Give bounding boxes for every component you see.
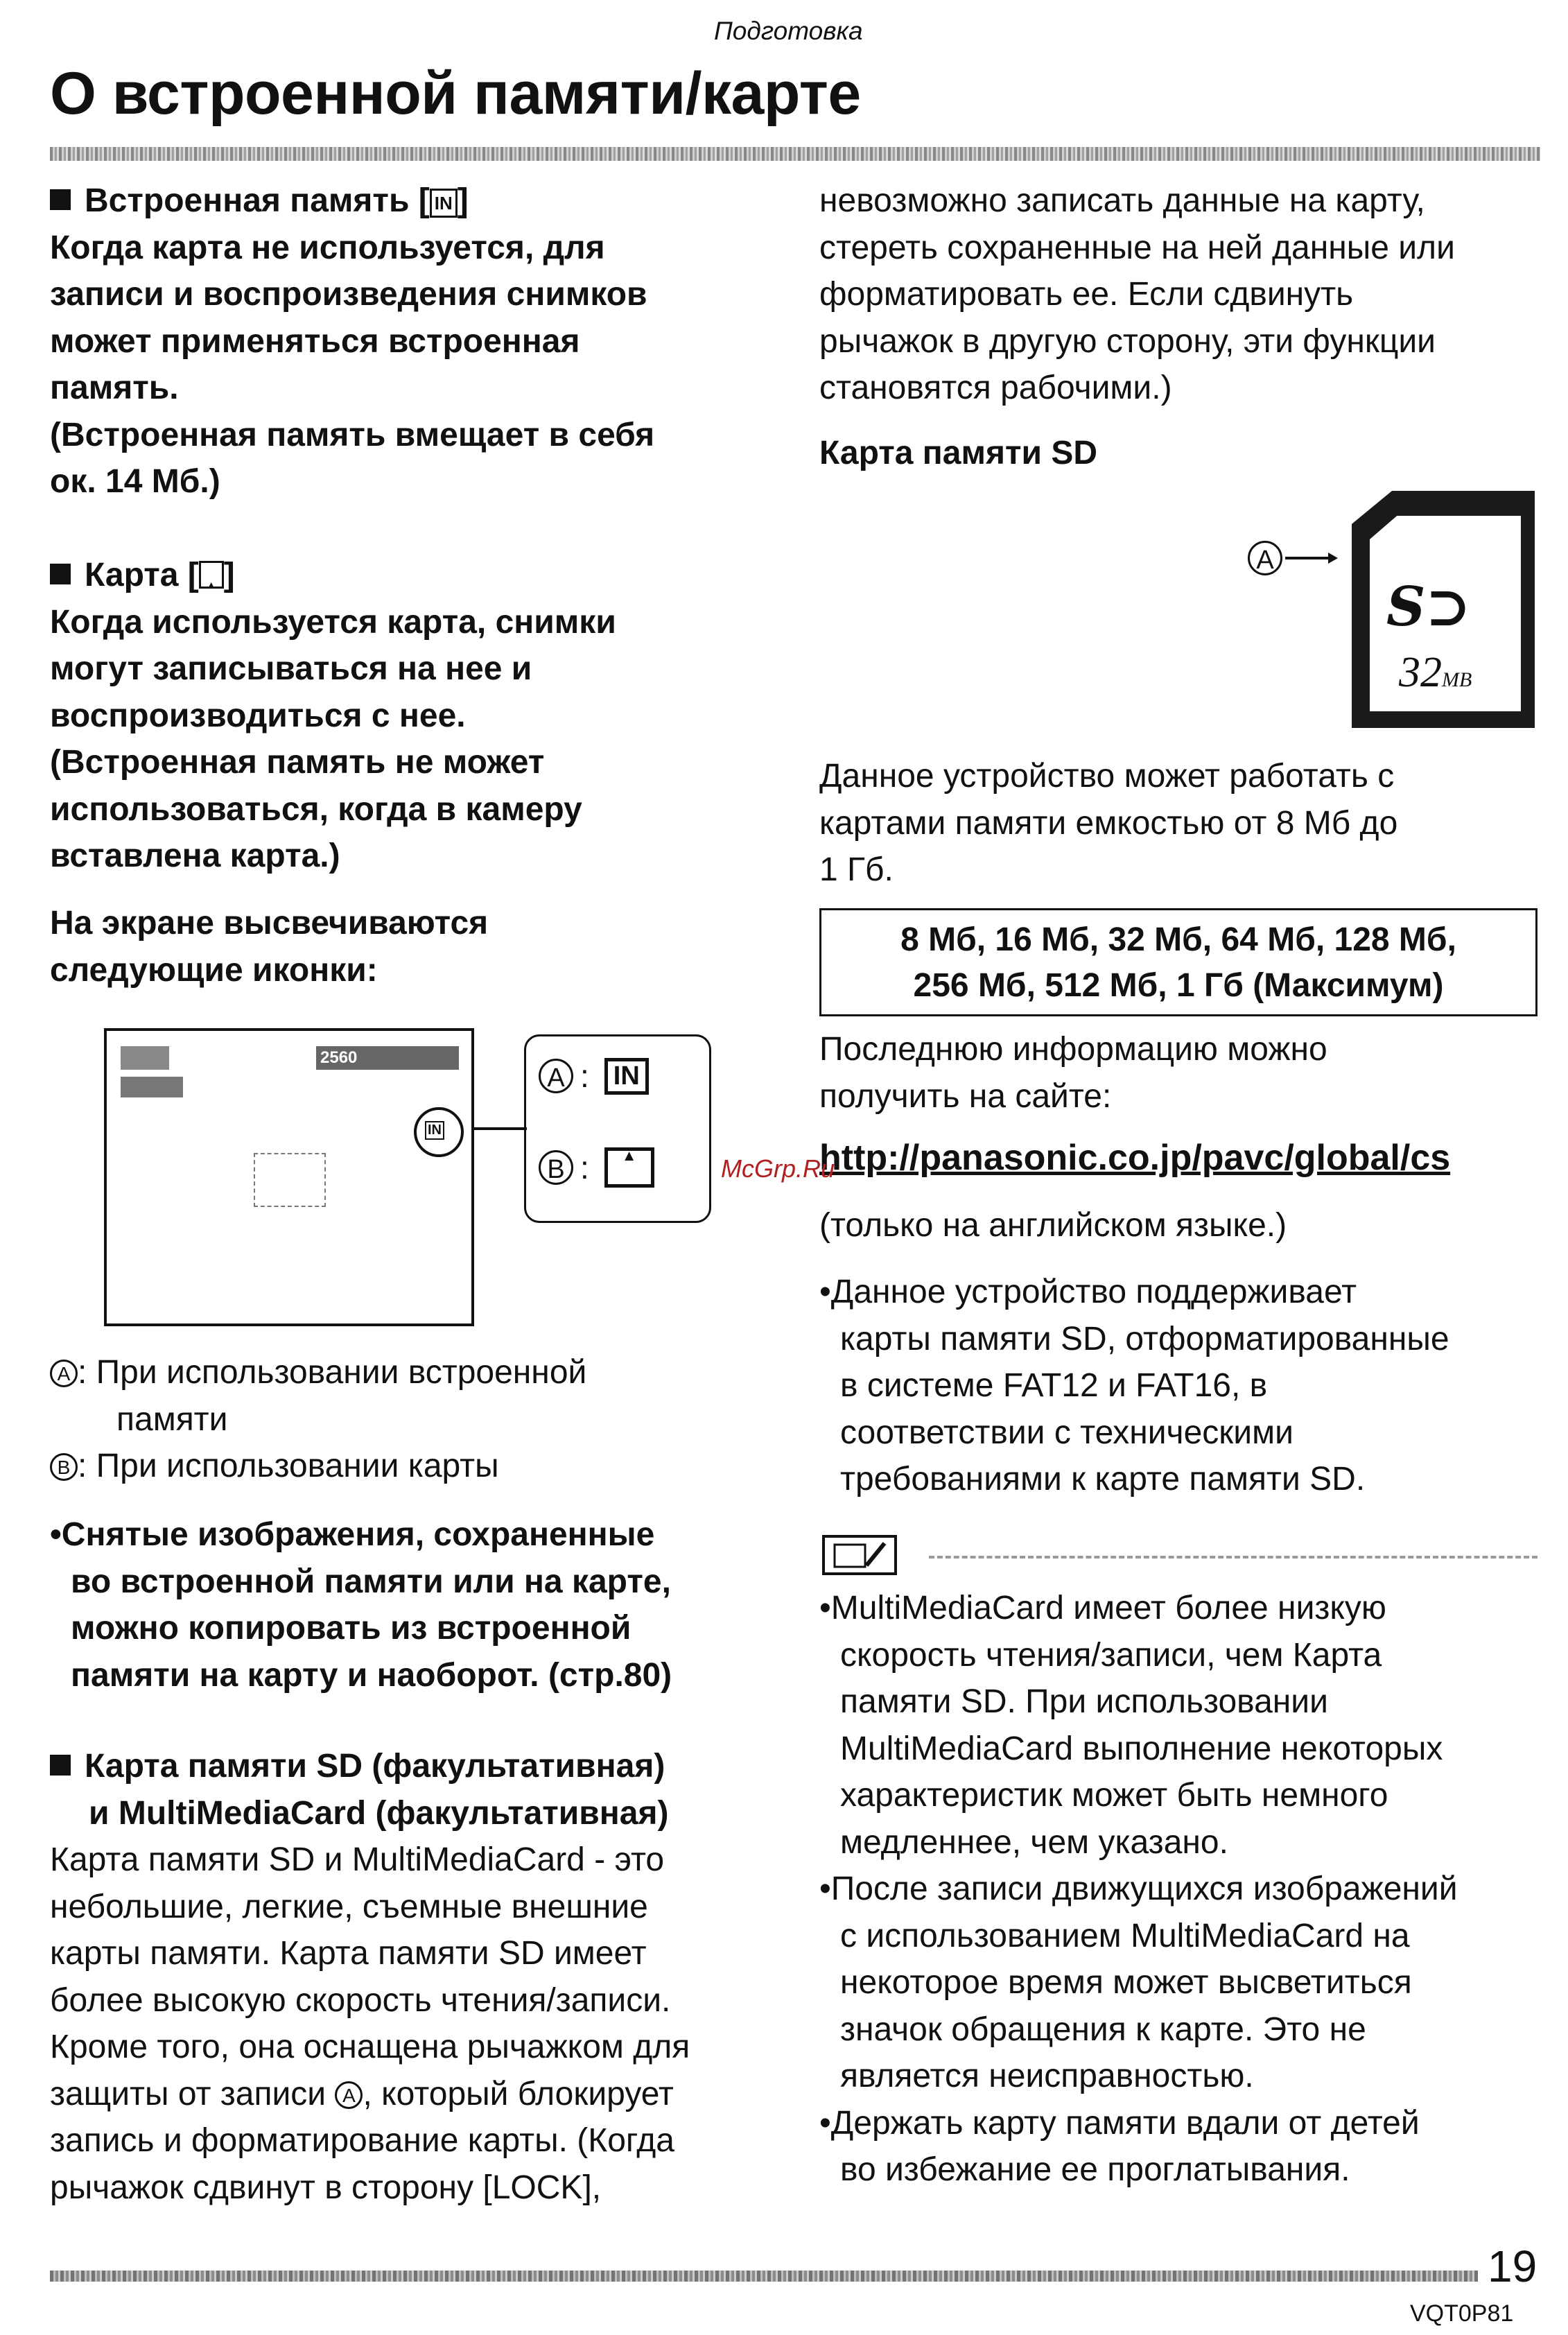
write-protect-callout	[1248, 541, 1338, 575]
internal-line: Когда карта не используется, для	[50, 229, 605, 266]
note-icon	[822, 1535, 897, 1575]
card-icon: ▲	[604, 1147, 654, 1188]
battery-icon	[121, 1077, 183, 1097]
callout-connector	[471, 1095, 530, 1137]
continuation-line: стереть сохраненные на ней данные или	[819, 229, 1455, 266]
write-protect-marker: A	[1248, 541, 1282, 575]
legend-a-marker: A	[50, 1360, 78, 1387]
card-line: использоваться, когда в камеру	[50, 790, 582, 828]
fat-bullet-line: требованиями к карте памяти SD.	[840, 1461, 1366, 1498]
copy-note-line: •Снятые изображения, сохраненные	[50, 1516, 655, 1553]
card-section	[50, 552, 785, 880]
note-line: •После записи движущихся изображений	[819, 1870, 1458, 1907]
fat-bullet-line: •Данное устройство поддерживает	[819, 1274, 1357, 1310]
callout-b-marker: B	[539, 1150, 573, 1185]
notes-list	[819, 1585, 1554, 2194]
note-line: медленнее, чем указано.	[840, 1823, 1228, 1861]
sd-mmc-heading-cont: и MultiMediaCard (факультативная)	[89, 1794, 669, 1832]
fat-bullet-line: в системе FAT12 и FAT16, в	[840, 1367, 1268, 1404]
fat-bullet-line: карты памяти SD, отформатированные	[840, 1320, 1449, 1357]
focus-frame	[254, 1153, 326, 1207]
card-line: Когда используется карта, снимки	[50, 603, 616, 641]
footer-rule	[50, 2271, 1478, 2282]
card-capacity-label	[1399, 648, 1472, 697]
picture-count: 2560	[316, 1046, 459, 1070]
continuation-line: рычажок в другую сторону, эти функции	[819, 322, 1436, 360]
card-line: вставлена карта.)	[50, 837, 340, 874]
note-line: является неисправностью.	[840, 2058, 1254, 2094]
internal-line: ок. 14 Мб.)	[50, 463, 220, 500]
note-line: скорость чтения/записи, чем Карта	[840, 1636, 1382, 1674]
note-line: •Держать карту памяти вдали от детей	[819, 2104, 1420, 2142]
legend-b-text: При использовании карты	[96, 1448, 499, 1484]
capacities-box	[819, 908, 1537, 1016]
note-pencil-icon	[825, 1538, 894, 1572]
icon-legend: A : При использовании встроенной памяти B : При использовании карты	[50, 1349, 785, 1490]
card-heading: Карта [	[85, 557, 199, 593]
internal-line: память.	[50, 370, 179, 406]
internal-memory-icon: IN	[430, 189, 458, 218]
legend-a-text-cont: памяти	[116, 1400, 228, 1438]
callout-a-marker: A	[539, 1059, 573, 1093]
note-divider	[929, 1556, 1537, 1559]
lock-switch-marker: A	[335, 2081, 363, 2109]
internal-memory-icon: IN	[604, 1058, 649, 1095]
copy-note-line: памяти на карту и наоборот. (стр.80)	[71, 1656, 672, 1694]
page-number: 19	[1488, 2241, 1537, 2291]
continuation-text	[819, 177, 1547, 412]
capacity-intro-line: Данное устройство может работать с	[819, 758, 1395, 795]
card-line: воспроизводиться с нее.	[50, 697, 466, 734]
sd-body-line: карты памяти. Карта памяти SD имеет	[50, 1935, 647, 1972]
fat-bullet	[819, 1269, 1547, 1503]
support-url-link[interactable]: http://panasonic.co.jp/pavc/global/cs	[819, 1138, 1451, 1178]
capacity-unit: MB	[1442, 668, 1472, 691]
note-line: во избежание ее проглатывания.	[840, 2151, 1350, 2188]
heading-bracket: ]	[223, 557, 235, 593]
info-text	[819, 1026, 1547, 1120]
copy-note	[50, 1511, 785, 1699]
info-line: Последнюю информацию можно	[819, 1031, 1327, 1068]
continuation-line: становятся рабочими.)	[819, 370, 1172, 406]
mode-icon	[121, 1046, 169, 1070]
colon: :	[580, 1058, 589, 1094]
sd-logo: S⊃	[1386, 575, 1471, 639]
note-line: памяти SD. При использовании	[840, 1683, 1328, 1720]
sd-body-line: защиты от записи	[50, 2075, 326, 2112]
lcd-screen-illustration	[104, 1028, 474, 1326]
capacities-line: 256 Мб, 512 Мб, 1 Гб (Максимум)	[913, 967, 1444, 1004]
memory-indicator-icon: IN	[425, 1121, 444, 1140]
card-line: могут записываться на нее и	[50, 650, 532, 687]
continuation-line: форматировать ее. Если сдвинуть	[819, 276, 1354, 313]
capacity-intro	[819, 753, 1547, 894]
sd-card-title: Карта памяти SD	[819, 435, 1098, 471]
note-line: характеристик может быть немного	[840, 1777, 1388, 1814]
sd-body-line: , который блокирует	[363, 2075, 674, 2112]
sd-body-line: небольшие, легкие, съемные внешние	[50, 1888, 648, 1925]
capacity-intro-line: 1 Гб.	[819, 851, 894, 888]
card-line: (Встроенная память не может	[50, 744, 545, 781]
colon: :	[580, 1149, 589, 1186]
card-icon	[199, 561, 224, 589]
page-title: О встроенной памяти/карте	[50, 60, 861, 127]
copy-note-line: можно копировать из встроенной	[71, 1610, 631, 1647]
internal-memory-heading: Встроенная память [	[85, 182, 430, 219]
legend-b-marker: B	[50, 1453, 78, 1481]
internal-line: может применяться встроенная	[50, 322, 580, 360]
sd-body-line: рычажок сдвинут в сторону [LOCK],	[50, 2169, 602, 2206]
heading-bracket: ]	[457, 182, 469, 219]
watermark: McGrp.Ru	[721, 1154, 835, 1183]
icons-intro-line: следующие иконки:	[50, 951, 378, 989]
sd-mmc-section	[50, 1743, 805, 2211]
fat-bullet-line: соответствии с техническими	[840, 1414, 1293, 1451]
sd-body-line: Кроме того, она оснащена рычажком для	[50, 2029, 690, 2065]
copy-note-line: во встроенной памяти или на карте,	[71, 1563, 671, 1600]
note-line: с использованием MultiMediaCard на	[840, 1917, 1410, 1954]
sd-body-line: более высокую скорость чтения/записи.	[50, 1981, 671, 2019]
bullet-square-icon	[50, 564, 71, 584]
memory-indicator-circle	[414, 1107, 464, 1157]
capacities-line: 8 Мб, 16 Мб, 32 Мб, 64 Мб, 128 Мб,	[900, 921, 1456, 958]
title-rule	[50, 147, 1540, 161]
note-line: некоторое время может высветиться	[840, 1964, 1412, 2001]
capacity-number: 32	[1399, 649, 1442, 696]
url-note: (только на английском языке.)	[819, 1207, 1287, 1244]
note-line: MultiMediaCard выполнение некоторых	[840, 1730, 1443, 1767]
internal-line: (Встроенная память вмещает в себя	[50, 416, 655, 453]
icons-intro	[50, 900, 785, 993]
continuation-line: невозможно записать данные на карту,	[819, 182, 1425, 219]
info-line: получить на сайте:	[819, 1077, 1112, 1115]
note-line: значок обращения к карте. Это не	[840, 2011, 1366, 2048]
arrow-right-icon	[1282, 551, 1338, 565]
legend-a-text: При использовании встроенной	[96, 1354, 587, 1391]
bullet-square-icon	[50, 1755, 71, 1776]
sd-body-line: запись и форматирование карты. (Когда	[50, 2122, 674, 2159]
sd-mmc-heading: Карта памяти SD (факультативная)	[85, 1748, 665, 1785]
icon-callout-box	[524, 1034, 711, 1223]
bullet-square-icon	[50, 189, 71, 210]
sd-body-line: Карта памяти SD и MultiMediaCard - это	[50, 1841, 665, 1878]
section-header: Подготовка	[714, 17, 863, 45]
internal-line: записи и воспроизведения снимков	[50, 276, 647, 313]
capacity-intro-line: картами памяти емкостью от 8 Мб до	[819, 804, 1398, 842]
note-line: •MultiMediaCard имеет более низкую	[819, 1590, 1386, 1626]
document-code: VQT0P81	[1410, 2300, 1514, 2327]
icons-intro-line: На экране высвечиваются	[50, 905, 489, 941]
internal-memory-section	[50, 177, 785, 505]
